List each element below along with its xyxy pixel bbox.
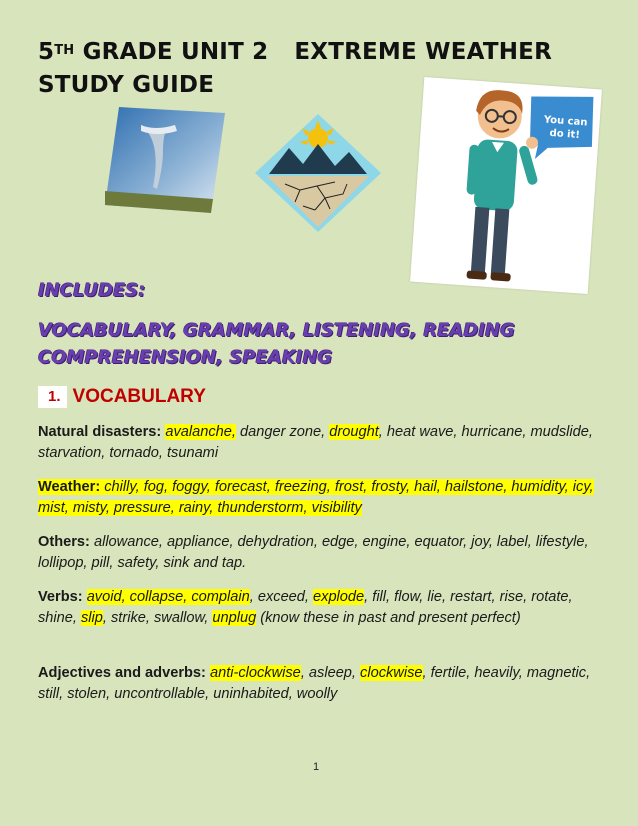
verbs-paragraph: Verbs: avoid, collapse, complain, exceed, explode, fill, flow, lie, restart, rise, rotate, shine, slip, strike, swallow, unplug (know these in past and present perfect) <box>38 589 573 626</box>
page-number: 1 <box>313 761 320 773</box>
natural-disasters-paragraph: Natural disasters: avalanche, danger zone, drought, heat wave, hurricane, mudslide, starvation, tornado, tsunami <box>38 424 593 461</box>
weather-highlighted-line: Weather: chilly, fog, foggy, forecast, freezing, frost, frosty, hail, hailstone, humidity, icy, mist, misty, pressure, rainy, thunderstorm, visibility <box>38 479 594 516</box>
section-heading <box>38 386 206 408</box>
adjectives-adverbs-paragraph: Adjectives and adverbs: anti-clockwise, asleep, clockwise, fertile, heavily, magnetic, still, stolen, uncontrollable, uninhabited, woolly <box>38 665 591 702</box>
drought-desert-image <box>255 114 381 232</box>
includes-heading: INCLUDES: <box>38 280 146 301</box>
section-title: VOCABULARY <box>72 386 206 407</box>
includes-subjects: VOCABULARY, GRAMMAR, LISTENING, READING COMPREHENSION, SPEAKING <box>38 320 515 368</box>
weather-paragraph <box>38 477 604 519</box>
title-line-2: STUDY GUIDE <box>38 72 215 98</box>
speech-bubble-text: You can do it! <box>543 114 588 142</box>
title-line-1: 5TH GRADE UNIT 2 EXTREME WEATHER <box>38 39 552 65</box>
others-paragraph: Others: allowance, appliance, dehydration, edge, engine, equator, joy, label, lifestyle, lollipop, pill, safety, sink and tap. <box>38 534 589 571</box>
tornado-image <box>105 107 225 213</box>
section-number: 1. <box>38 386 67 408</box>
teacher-cartoon-image <box>410 77 602 294</box>
